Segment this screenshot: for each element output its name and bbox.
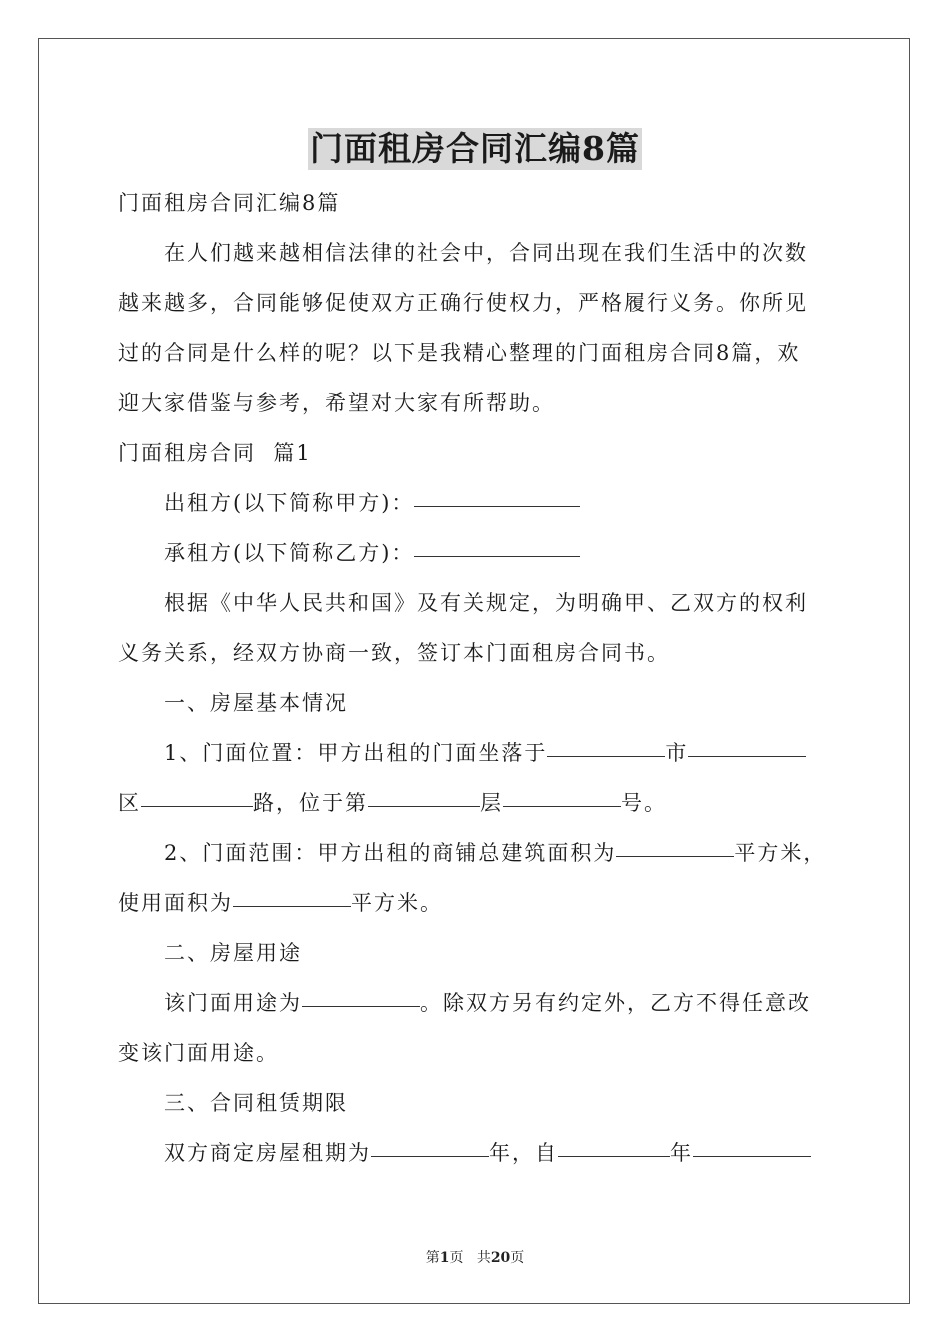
scope-line-2 — [118, 878, 836, 928]
total-pages: 20 — [490, 1250, 511, 1266]
location-text-b: 市 — [665, 741, 689, 765]
term-years-blank[interactable] — [371, 1126, 489, 1157]
usage-blank[interactable] — [302, 976, 420, 1007]
intro-line-2: 越来越多，合同能够促使双方正确行使权力，严格履行义务。你所见 — [118, 291, 808, 315]
usage-line-1 — [118, 978, 836, 1028]
party-a-label: 出租方(以下简称甲方)： — [164, 491, 415, 515]
document-body — [118, 178, 836, 1178]
total-prefix: 共 — [476, 1250, 491, 1266]
basis-line-2: 义务关系，经双方协商一致，签订本门面租房合同书。 — [118, 641, 670, 665]
title-container — [0, 128, 950, 170]
location-text-d: 路，位于第 — [253, 791, 368, 815]
location-text-e: 层 — [480, 791, 503, 815]
scope-text-d: 平方米。 — [351, 891, 443, 915]
basis-line-1: 根据《中华人民共和国》及有关规定，为明确甲、乙双方的权利 — [164, 591, 808, 615]
usage-line-2: 变该门面用途。 — [118, 1041, 279, 1065]
clause-1-heading: 一、房屋基本情况 — [164, 691, 348, 715]
scope-text-b: 平方米， — [734, 841, 827, 865]
term-line-1 — [118, 1128, 836, 1178]
scope-text-a: 2、门面范围：甲方出租的商铺总建筑面积为 — [164, 841, 617, 865]
page-footer — [0, 1247, 950, 1267]
party-b-label: 承租方(以下简称乙方)： — [164, 541, 415, 565]
floor-blank[interactable] — [368, 776, 480, 807]
location-line-2 — [118, 778, 836, 828]
total-area-blank[interactable] — [616, 826, 734, 857]
start-month-blank[interactable] — [693, 1126, 811, 1157]
section-heading — [118, 428, 836, 478]
document-title: 门面租房合同汇编8篇 — [310, 129, 640, 168]
party-a-line — [118, 478, 836, 528]
location-line-1 — [118, 728, 836, 778]
district-blank[interactable] — [688, 726, 806, 757]
total-suffix: 页 — [510, 1250, 525, 1266]
intro-line-4: 迎大家借鉴与参考，希望对大家有所帮助。 — [118, 391, 555, 415]
usage-text-b: 。除双方另有约定外，乙方不得任意改 — [420, 991, 811, 1015]
location-text-f: 号。 — [621, 791, 667, 815]
location-text-a: 1、门面位置：甲方出租的门面坐落于 — [164, 741, 548, 765]
intro-line-3: 过的合同是什么样的呢？以下是我精心整理的门面租房合同8篇，欢 — [118, 341, 801, 365]
usable-area-blank[interactable] — [233, 876, 351, 907]
scope-text-c: 使用面积为 — [118, 891, 233, 915]
term-text-a: 双方商定房屋租期为 — [164, 1141, 371, 1165]
number-blank[interactable] — [503, 776, 621, 807]
document-subtitle: 门面租房合同汇编8篇 — [118, 191, 341, 215]
start-year-blank[interactable] — [558, 1126, 670, 1157]
party-b-line — [118, 528, 836, 578]
party-b-blank[interactable] — [414, 526, 580, 557]
page-prefix: 第 — [425, 1250, 440, 1266]
section-heading-text: 门面租房合同 篇1 — [118, 441, 312, 465]
clause-3-heading: 三、合同租赁期限 — [164, 1091, 348, 1115]
city-blank[interactable] — [547, 726, 665, 757]
party-a-blank[interactable] — [414, 476, 580, 507]
location-text-c: 区 — [118, 791, 141, 815]
usage-text-a: 该门面用途为 — [164, 991, 302, 1015]
term-text-c: 年 — [670, 1141, 693, 1165]
road-blank[interactable] — [141, 776, 253, 807]
scope-line-1 — [118, 828, 836, 878]
clause-2-heading: 二、房屋用途 — [164, 941, 302, 965]
page-suffix: 页 — [449, 1250, 464, 1266]
intro-line-1: 在人们越来越相信法律的社会中，合同出现在我们生活中的次数 — [164, 241, 808, 265]
term-text-b: 年，自 — [489, 1141, 558, 1165]
page-number: 1 — [439, 1250, 450, 1266]
